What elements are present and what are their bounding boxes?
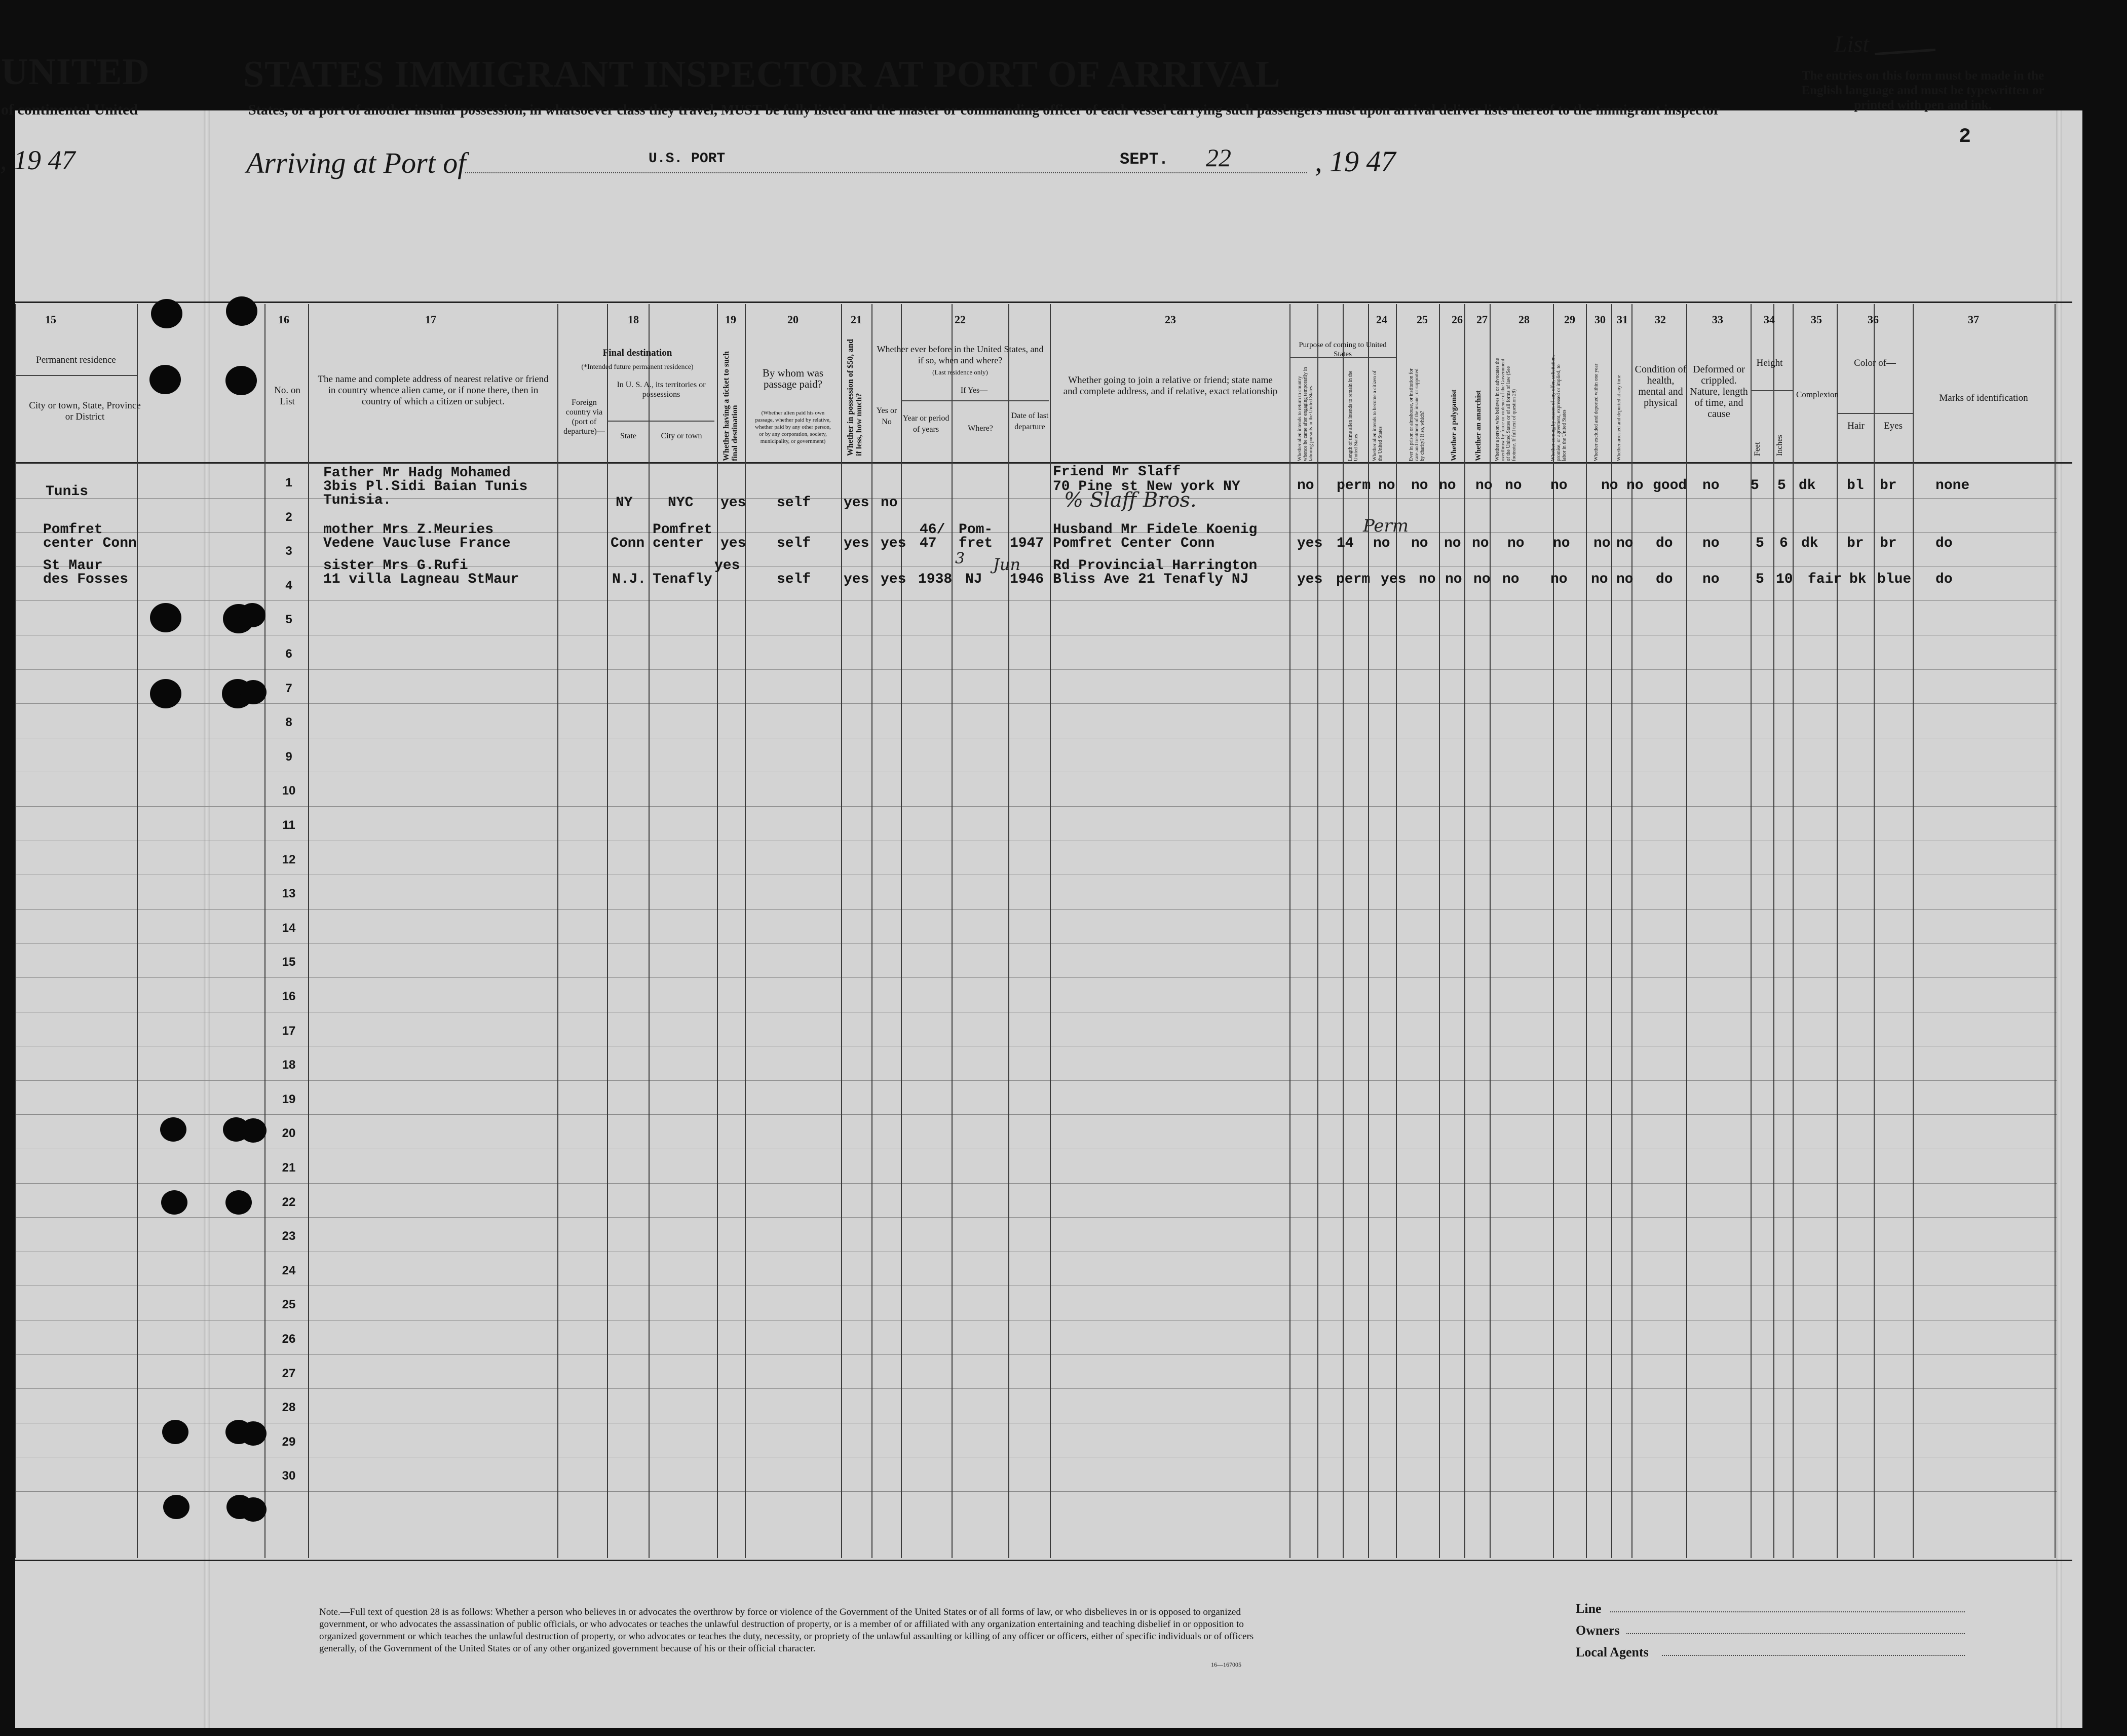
- entry1-state: NY: [616, 495, 633, 511]
- line-label: Line: [1576, 1601, 1602, 1616]
- entry3-join-line1: Rd Provincial Harrington: [1053, 558, 1258, 574]
- column-divider: [264, 304, 265, 1558]
- row-number: 28: [282, 1401, 296, 1414]
- col-num-30: 30: [1594, 313, 1606, 326]
- entry1-join-line1: Friend Mr Slaff: [1053, 464, 1181, 480]
- header-state: State: [620, 432, 636, 440]
- entry1-city: NYC: [668, 495, 694, 511]
- entry3-where: NJ: [965, 572, 982, 587]
- entry3-marks: do: [1935, 572, 1953, 587]
- binder-hole: [240, 1497, 267, 1522]
- header-feet: Feet: [1753, 442, 1762, 456]
- date-month: SEPT.: [1120, 150, 1169, 169]
- row-number: 12: [282, 853, 296, 866]
- entry1-passage: self: [777, 495, 811, 511]
- entry3-arrested: no: [1616, 572, 1634, 587]
- entry2-years-line2: 47: [920, 536, 937, 551]
- instructions-note: The entries on this form must be made in the English language and must be typewritten or printed with pen and ink.: [1801, 69, 2044, 112]
- header-marks: Marks of identification: [1939, 393, 2028, 403]
- entry3-where-handwritten: Jun: [993, 555, 1021, 574]
- header-eyes: Eyes: [1884, 421, 1903, 431]
- column-divider: [15, 304, 16, 1558]
- col-num-18: 18: [628, 313, 639, 326]
- entry2-polygamist: no: [1444, 536, 1461, 551]
- entry1-complexion: dk: [1799, 478, 1816, 494]
- entry3-before: yes: [881, 572, 906, 587]
- binder-hole: [160, 1117, 186, 1142]
- binder-hole: [150, 679, 181, 708]
- entry2-purpose-citizen: no: [1373, 536, 1390, 551]
- row-number: 15: [282, 955, 296, 969]
- binder-hole: [161, 1190, 187, 1215]
- row-number: 1: [285, 476, 292, 489]
- header-passage-note: (Whether alien paid his own passage, whether paid by relative, whether paid by any other person, or by any corporation, society, municipality, or government): [755, 410, 831, 444]
- date-day: 22: [1206, 143, 1231, 172]
- entry3-offer: no: [1550, 572, 1568, 587]
- column-divider: [871, 304, 872, 1558]
- year-right: , 19 47: [1315, 145, 1396, 178]
- entry3-join-line2: Bliss Ave 21 Tenafly NJ: [1053, 572, 1249, 587]
- entry3-excluded: no: [1591, 572, 1608, 587]
- header-excluded: Whether excluded and deported within one year: [1593, 363, 1599, 461]
- entry1-relative-line3: Tunisia.: [323, 493, 392, 508]
- header-city-town-residence: City or town, State, Province or District: [29, 400, 141, 422]
- entry1-before: no: [881, 495, 898, 511]
- entry3-eyes: blue: [1877, 572, 1912, 587]
- entry2-prison: no: [1411, 536, 1428, 551]
- row-number: 8: [285, 715, 292, 729]
- col-num-21: 21: [851, 313, 862, 326]
- rule-line: [15, 1560, 2072, 1561]
- column-divider: [841, 304, 842, 1558]
- header-passage-paid: By whom was passage paid?: [762, 367, 824, 390]
- entry3-inches: 10: [1776, 572, 1793, 587]
- entry2-eyes: br: [1880, 536, 1897, 551]
- header-relative: The name and complete address of nearest relative or friend in country whence alien came, or if none there, then in country of which a citizen or subject.: [318, 374, 549, 407]
- entry2-purpose-length: 14: [1337, 536, 1354, 551]
- header-overthrow: Whether a person who believes in or advocates the overthrow by force or violence of the Government of the United States or of all forms of law (See footnote. If full text of question 28): [1495, 358, 1517, 461]
- header-prison: Ever in prison or almshouse, or institution for care and treatment of the insane, or supported by charity? If so, which?: [1409, 368, 1425, 461]
- header-city-town: City or town: [661, 432, 702, 440]
- entry3-residence-line1: St Maur: [43, 558, 103, 574]
- rule-line: [15, 301, 2072, 303]
- column-divider: [2055, 304, 2056, 1558]
- entry1-join-line2: 70 Pine st New york NY: [1053, 479, 1240, 495]
- entry2-departure: 1947: [1010, 536, 1044, 551]
- row-number: 30: [282, 1469, 296, 1483]
- row-number: 19: [282, 1092, 296, 1106]
- arriving-label: Arriving at Port of: [246, 146, 466, 179]
- entry1-residence: Tunis: [46, 484, 89, 500]
- header-health: Condition of health, mental and physical: [1635, 364, 1687, 408]
- page-subtitle: States, or a port of another insular possession, in whatsoever class they travel, MUST be fully listed and the master or commanding officer of each vessel carrying such passengers must upon arrival deliver lists thereof to the immigrant inspector: [248, 102, 1720, 118]
- row-number: 3: [285, 544, 292, 558]
- row-number: 7: [285, 682, 292, 695]
- entry1-prison: no: [1411, 478, 1428, 494]
- row-number: 13: [282, 887, 296, 900]
- entry3-deformed: no: [1702, 572, 1720, 587]
- entry2-arrested: no: [1616, 536, 1634, 551]
- entry3-polygamist: no: [1445, 572, 1462, 587]
- header-date-last-departure: Date of last departure: [1011, 411, 1049, 431]
- entry2-join-line1: Husband Mr Fidele Koenig: [1053, 522, 1258, 538]
- entry3-feet: 5: [1756, 572, 1764, 587]
- column-divider: [1773, 304, 1774, 1558]
- entry1-deformed: no: [1702, 478, 1720, 494]
- row-number: 6: [285, 647, 292, 661]
- col-num-29: 29: [1564, 313, 1575, 326]
- entry2-possession: yes: [844, 536, 869, 551]
- entry3-purpose-length: perm: [1336, 572, 1371, 587]
- subtitle-left: of continental United: [1, 101, 138, 118]
- binder-hole: [163, 1495, 189, 1519]
- column-divider: [901, 304, 902, 1558]
- binder-hole: [149, 365, 181, 394]
- header-final-destination: Final destination: [602, 348, 672, 358]
- header-complexion: Complexion: [1796, 390, 1839, 399]
- header-before-in-us: Whether ever before in the United States, and if so, when and where?: [877, 344, 1044, 365]
- entry2-passage: self: [777, 536, 811, 551]
- column-divider: [607, 304, 608, 1558]
- binder-hole: [151, 299, 182, 328]
- col-num-28: 28: [1518, 313, 1530, 326]
- row-number: 26: [282, 1332, 296, 1346]
- entry2-where-line1: Pom-: [959, 522, 993, 538]
- entry2-before: yes: [881, 536, 906, 551]
- header-polygamist: Whether a polygamist: [1450, 389, 1458, 461]
- subheader-rule: [1751, 390, 1793, 391]
- col-num-36: 36: [1868, 313, 1879, 326]
- entry2-complexion: dk: [1801, 536, 1818, 551]
- col-num-22: 22: [955, 313, 966, 326]
- entry3-relative-line1: sister Mrs G.Rufi: [323, 558, 468, 574]
- port-value: U.S. PORT: [649, 151, 726, 167]
- column-divider: [649, 304, 650, 1558]
- entry2-city-line1: Pomfret: [653, 522, 712, 538]
- subheader-rule: [15, 375, 137, 376]
- subheader-rule: [901, 400, 1049, 401]
- row-number: 2: [285, 510, 292, 524]
- entry3-hair: bk: [1849, 572, 1867, 587]
- entry2-overthrow: no: [1507, 536, 1525, 551]
- header-foreign-country: Foreign country via (port of departure)—: [563, 398, 605, 436]
- subheader-rule: [607, 421, 714, 422]
- entry3-ticket: yes: [714, 558, 740, 574]
- row-number: 4: [285, 579, 292, 592]
- entry2-state: Conn: [611, 536, 645, 551]
- entry3-passage: self: [777, 572, 811, 587]
- row-number: 17: [282, 1024, 296, 1038]
- entry3-relative-line2: 11 villa Lagneau StMaur: [323, 572, 519, 587]
- entry1-excluded: no: [1601, 478, 1618, 494]
- column-divider: [1008, 304, 1009, 1558]
- entry1-relative-line2: 3bis Pl.Sidi Baian Tunis: [323, 479, 528, 495]
- entry2-relative-line2: Vedene Vaucluse France: [323, 536, 511, 551]
- entry2-years-line1: 46/: [920, 522, 945, 538]
- footnote-question-28: Note.—Full text of question 28 is as follows: Whether a person who believes in or advocates the overthrow by force or violence of the Government of the United States or of all forms of law, or who disbelieves in or is opposed to organized government, or who advocates the assassination of public officials, or who advocates or teaches the unlawful destruction of property, or is a member of or affiliated with any organization entertaining and teaching disbelief in or opposition to organized government or which teaches the unlawful destruction of property, or who advocates or teaches the duty, necessity, or propriety of the unlawful assaulting or killing of any officer or officers, either of specific individuals or of officers generally, of the Government of the United States or of any other organized government because of his or their official character.: [319, 1607, 1254, 1654]
- col-num-35: 35: [1811, 313, 1822, 326]
- entry1-purpose-length: perm: [1337, 478, 1371, 494]
- entry2-excluded: no: [1593, 536, 1611, 551]
- entry3-anarchist: no: [1473, 572, 1491, 587]
- entry1-possession: yes: [844, 495, 869, 511]
- form-code: 16—167005: [1211, 1661, 1241, 1668]
- column-divider: [1289, 304, 1290, 1558]
- row-number: 18: [282, 1058, 296, 1072]
- owners-signature-line[interactable]: [1626, 1633, 1965, 1634]
- entry1-marks: none: [1935, 478, 1970, 494]
- entry3-residence-line2: des Fosses: [43, 572, 129, 587]
- line-signature-line[interactable]: [1610, 1611, 1965, 1612]
- col-num-20: 20: [787, 313, 799, 326]
- entry1-offer: no: [1550, 478, 1568, 494]
- column-divider: [1317, 304, 1318, 1558]
- col-num-26: 26: [1452, 313, 1463, 326]
- binder-hole: [240, 680, 267, 704]
- column-divider: [1913, 304, 1914, 1558]
- header-if-yes: If Yes—: [960, 386, 988, 395]
- entry2-where-line2: fret: [959, 536, 993, 551]
- entry1-purpose-citizen: no: [1378, 478, 1395, 494]
- binder-hole: [226, 296, 257, 326]
- column-divider: [717, 304, 718, 1558]
- column-divider: [137, 304, 138, 1558]
- entry2-residence-line1: Pomfret: [43, 522, 103, 538]
- header-last-residence: (Last residence only): [932, 368, 988, 376]
- entry3-possession: yes: [844, 572, 869, 587]
- header-height: Height: [1756, 358, 1783, 368]
- entry3-years: 1938: [918, 572, 953, 587]
- header-where: Where?: [968, 424, 993, 433]
- page-title: STATES IMMIGRANT INSPECTOR AT PORT OF ARRIVAL: [243, 54, 1281, 95]
- col-num-33: 33: [1712, 313, 1723, 326]
- row-number: 5: [285, 613, 292, 626]
- entry2-purpose-length-handwritten: Perm: [1363, 516, 1409, 536]
- header-year-period: Year or period of years: [902, 414, 949, 434]
- header-inches: Inches: [1775, 435, 1784, 456]
- subheader-rule: [1837, 413, 1913, 414]
- rule-line: [15, 462, 2072, 464]
- binder-hole: [240, 1118, 267, 1143]
- column-divider: [308, 304, 309, 1558]
- header-purpose-return: Whether alien intends to return to country whence he came after engaging temporarily in laboring pursuits in the United States: [1297, 367, 1314, 461]
- header-purpose: Purpose of coming to United States: [1299, 341, 1387, 358]
- row-number: 11: [282, 818, 295, 832]
- owners-label: Owners: [1576, 1623, 1620, 1638]
- column-divider: [1793, 304, 1794, 1558]
- column-divider: [1837, 304, 1838, 1558]
- header-hair: Hair: [1847, 421, 1865, 431]
- entry1-inches: 5: [1777, 478, 1786, 494]
- binder-hole: [240, 1421, 267, 1446]
- col-num-37: 37: [1968, 313, 1979, 326]
- binder-hole: [239, 603, 265, 627]
- col-num-34: 34: [1764, 313, 1775, 326]
- list-label: List: [1834, 31, 1870, 57]
- col-num-31: 31: [1617, 313, 1628, 326]
- list-number: 2: [1959, 126, 1971, 148]
- col-num-27: 27: [1476, 313, 1488, 326]
- entry2-anarchist: no: [1472, 536, 1489, 551]
- header-arrested: Whether arrested and deported at any time: [1616, 375, 1622, 461]
- row-number: 29: [282, 1435, 296, 1449]
- entry3-purpose-citizen: yes: [1381, 572, 1407, 587]
- local-agents-label: Local Agents: [1576, 1645, 1649, 1659]
- header-coming-offer: Whether coming by reason of any offer, solicitation, promise, or agreement, expressed or implied, to labor in the United States: [1550, 355, 1567, 461]
- entry3-state: N.J.: [612, 572, 647, 587]
- entry2-hair: br: [1847, 536, 1864, 551]
- entry1-relative-line1: Father Mr Hadg Mohamed: [323, 465, 511, 481]
- col-num-16: 16: [278, 313, 289, 326]
- entry1-overthrow: no: [1505, 478, 1522, 494]
- entry2-deformed: no: [1702, 536, 1720, 551]
- year-left: , 19 47: [0, 145, 75, 175]
- entry3-city: Tenafly: [653, 572, 712, 587]
- row-number: 21: [282, 1161, 296, 1175]
- row-number: 22: [282, 1195, 296, 1209]
- column-divider: [1050, 304, 1051, 1558]
- binder-hole: [225, 1190, 252, 1215]
- entry1-ticket: yes: [720, 495, 746, 511]
- entry3-complexion: fair: [1808, 572, 1842, 587]
- column-divider: [1396, 304, 1397, 1558]
- binder-hole: [225, 366, 257, 395]
- header-possession-50: Whether in possession of $50, and if less, how much?: [846, 339, 863, 456]
- column-divider: [1464, 304, 1465, 1558]
- col-num-25: 25: [1417, 313, 1428, 326]
- entry2-offer: no: [1553, 536, 1570, 551]
- row-number: 25: [282, 1298, 296, 1311]
- binder-hole: [150, 603, 181, 632]
- entry2-marks: do: [1935, 536, 1953, 551]
- header-ticket: Whether having a ticket to such final destination: [722, 351, 739, 461]
- entry1-polygamist: no: [1439, 478, 1456, 494]
- header-color-of: Color of—: [1854, 358, 1896, 368]
- row-number: 27: [282, 1367, 296, 1380]
- entry1-hair: bl: [1847, 478, 1864, 494]
- row-number: 16: [282, 990, 296, 1003]
- header-purpose-length: Length of time alien intends to remain in the United States: [1348, 370, 1359, 461]
- header-yes-or-no: Yes or No: [876, 406, 897, 426]
- entry2-ticket: yes: [720, 536, 746, 551]
- entry1-purpose-return: no: [1297, 478, 1314, 494]
- entry2-inches: 6: [1779, 536, 1788, 551]
- entry3-health: do: [1656, 572, 1673, 587]
- entry2-join-line2: Pomfret Center Conn: [1053, 536, 1215, 551]
- col-num-17: 17: [425, 313, 436, 326]
- entry3-years-handwritten: 3: [955, 550, 965, 568]
- row-number: 14: [282, 921, 296, 935]
- column-divider: [557, 304, 558, 1558]
- header-anarchist: Whether an anarchist: [1474, 390, 1483, 461]
- entry2-feet: 5: [1756, 536, 1764, 551]
- entry3-overthrow: no: [1502, 572, 1520, 587]
- entry3-prison: no: [1419, 572, 1436, 587]
- header-join-relative: Whether going to join a relative or friend; state name and complete address, and if relative, exact relationship: [1063, 375, 1278, 397]
- column-divider: [745, 304, 746, 1558]
- entry1-eyes: br: [1880, 478, 1897, 494]
- entry1-join-handwritten: % Slaff Bros.: [1064, 488, 1197, 512]
- column-divider: [1874, 304, 1875, 1558]
- col-num-23: 23: [1165, 313, 1176, 326]
- header-deformed: Deformed or crippled. Nature, length of time, and cause: [1690, 364, 1748, 420]
- row-number: 24: [282, 1264, 296, 1277]
- header-no-on-list: No. on List: [274, 385, 300, 407]
- title-left: UNITED: [1, 51, 150, 93]
- header-permanent-residence: Permanent residence: [36, 355, 116, 365]
- entry3-purpose-return: yes: [1297, 572, 1323, 587]
- entry1-anarchist: no: [1475, 478, 1493, 494]
- col-num-32: 32: [1655, 313, 1666, 326]
- header-final-destination-note: (*Intended future permanent residence): [581, 363, 694, 371]
- col-num-24: 24: [1376, 313, 1387, 326]
- entry1-arrested: no: [1626, 478, 1644, 494]
- col-num-15: 15: [45, 313, 56, 326]
- entry3-departure: 1946: [1010, 572, 1044, 587]
- entry2-city-line2: center: [653, 536, 704, 551]
- header-in-usa: In U. S. A., its territories or possessions: [617, 381, 706, 399]
- row-number: 9: [285, 750, 292, 764]
- binder-hole: [162, 1420, 188, 1444]
- entry1-feet: 5: [1751, 478, 1759, 494]
- col-num-19: 19: [725, 313, 736, 326]
- row-number: 10: [282, 784, 296, 798]
- entry2-health: do: [1656, 536, 1673, 551]
- entry2-relative-line1: mother Mrs Z.Meuries: [323, 522, 494, 538]
- column-divider: [1586, 304, 1587, 1558]
- column-divider: [952, 304, 953, 1558]
- agents-signature-line[interactable]: [1662, 1655, 1965, 1656]
- entry1-health: good: [1653, 478, 1687, 494]
- entry2-purpose-return: yes: [1297, 536, 1323, 551]
- row-number: 20: [282, 1126, 296, 1140]
- row-number: 23: [282, 1229, 296, 1243]
- entry2-residence-line2: center Conn: [43, 536, 137, 551]
- header-purpose-citizen: Whether alien intends to become a citizen of the United States: [1372, 370, 1383, 461]
